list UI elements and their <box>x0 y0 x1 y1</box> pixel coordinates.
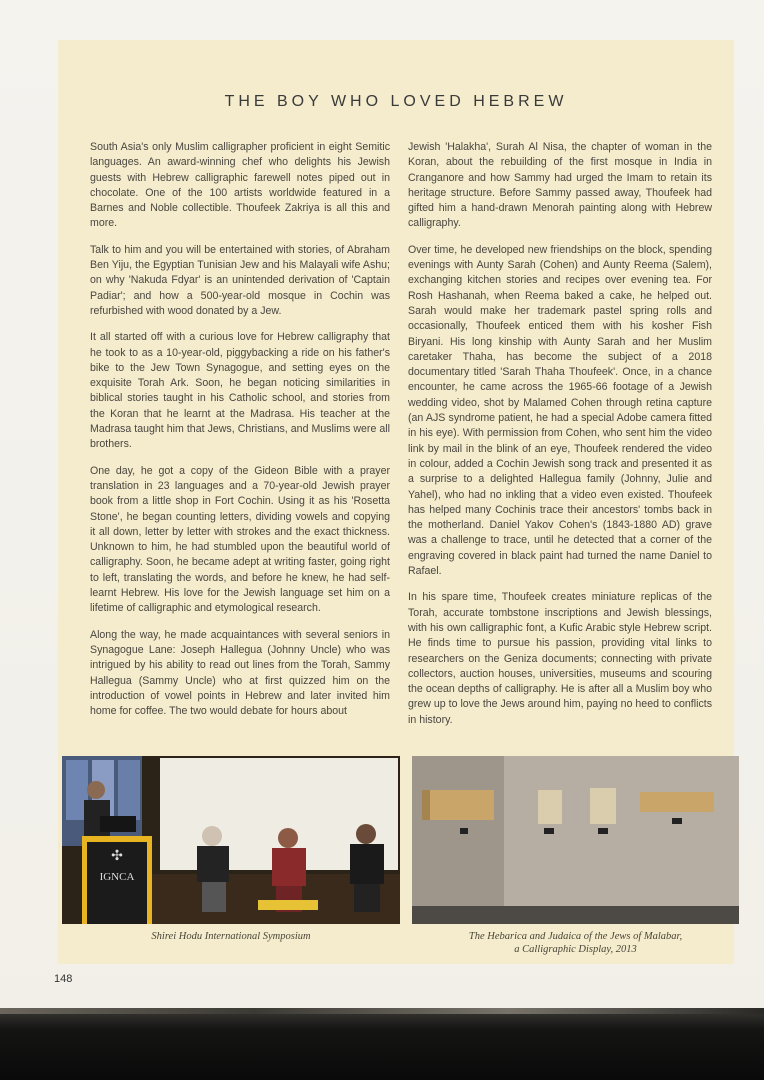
article-title: THE BOY WHO LOVED HEBREW <box>224 93 568 110</box>
scan-edge-strip <box>0 1008 764 1014</box>
paragraph: In his spare time, Thoufeek creates miniature replicas of the Torah, accurate tombstone inscriptions and Jewish blessings, with his own calligraphic font, a Kufic Arabic style Hebrew script. He finds time to pursue his passion, providing vital links to researchers on the Geniza documents; connecting with private collectors, auction houses, universities, museums and scouring the ocean depths of calligraphy. He is after all a Muslim boy who grew up to love the Jews around him, paying no heed to conflicts in history. <box>408 591 712 726</box>
svg-text:✣: ✣ <box>111 847 123 863</box>
caption-line: a Calligraphic Display, 2013 <box>514 944 637 955</box>
podium-label: IGNCA <box>99 871 135 883</box>
symposium-illustration <box>62 756 400 924</box>
caption-line: The Hebarica and Judaica of the Jews of Malabar, <box>468 931 683 942</box>
paragraph: One day, he got a copy of the Gideon Bible with a prayer translation in 23 languages and a 70-year-old Jewish prayer book from a little shop in Fort Cochin. Using it as his 'Rosetta Stone', he began counting letters, dividing vowels and copying it all down, letter by letter with strokes and the exact thickness. Unknown to him, he had stumbled upon the beautiful world of calligraphy. Soon, he became adept at writing faster, going right to left, translating the words, and before he knew, he had self-learnt Hebrew. His love for the Jewish language set him on a lifetime of calligraphic and etymological research. <box>90 464 390 615</box>
page-number: 148 <box>54 973 73 985</box>
left-column <box>90 140 390 730</box>
paragraph: Over time, he developed new friendships on the block, spending evenings with Aunty Sarah (Cohen) and Aunty Reema (Salem), exchanging kitchen stories and recipes over evening tea. For Rosh Hashanah, when Reema baked a cake, he helped out. Sarah would make her trademark pastel spring rolls and occasionally, Thoufeek enticed them with his kosher Fish Biryani. His long kinship with Aunty Sarah and her Muslim caretaker Thaha, has become the subject of a 2018 documentary titled 'Sarah Thaha Thoufeek'. Once, in a chance encounter, he came across the 1965-66 footage of a Jewish wedding video, shot by Malamed Cohen through retina capture (an AJS syndrome patient, he had a special Adobe camera fitted in his eye). With permission from Cohen, who sent him the video link by mail in the blink of an eye, Thoufeek rendered the video in colour, added a Cochin Jewish song track and presented it as a surprise to a delighted Hallegua family (Johnny, Julie and Yahel), who had no inkling that a video even existed. Thoufeek has helped many Cochinis trace their ancestors' tombs back in the motherland. Daniel Yakov Cohen's (1843-1880 AD) grave was a challenge to trace, until he detected that a corner of the engraving covered in black paint had turned the name Daniel to Rafael. <box>408 243 712 578</box>
scan-bottom-edge <box>0 1008 764 1080</box>
paragraph: South Asia's only Muslim calligrapher proficient in eight Semitic languages. An award-winning chef who delights his Jewish guests with Hebrew calligraphic farewell notes piped out in chocolate. One of the 100 artists worldwide featured in a Barnes and Noble collectible. Thoufeek Zakriya is all this and more. <box>90 141 390 230</box>
paragraph: Talk to him and you will be entertained with stories, of Abraham Ben Yiju, the Egyptian Tunisian Jew and his Malayali wife Ashu; on why 'Nakuda Fdyar' is an unintended derivation of 'Captain Padiar'; and how a 500-year-old mosque in Cochin was refurbished with wood donated by a Jew. <box>90 243 390 317</box>
paragraph: Along the way, he made acquaintances with several seniors in Synagogue Lane: Joseph Hallegua (Johnny Uncle) who was intrigued by his ability to read out lines from the Torah, Sammy Hallegua (Sammy Uncle) who at first quizzed him on the introduction of vowel points in Hebrew and later invited him home for coffee. The two would debate for hours about <box>90 628 390 718</box>
right-column <box>408 140 712 739</box>
symposium-photo <box>62 756 400 924</box>
paragraph: It all started off with a curious love for Hebrew calligraphy that he took to as a 10-year-old, piggybacking a ride on his father's bike to the Jew Town Synagogue, and setting eyes on the exquisite Torah Ark. Soon, he began noticing similarities in biblical stories taught in his Catholic school, and stories from the Koran that he learnt at the Madrasa. His teacher at the Madrasa taught him that Jews, Christians, and Muslims were all brothers. <box>90 331 390 451</box>
exhibition-photo <box>412 756 739 924</box>
exhibition-illustration <box>412 756 739 924</box>
left-photo-caption: Shirei Hodu International Symposium <box>151 931 311 942</box>
right-photo-caption <box>412 930 739 956</box>
paragraph: Jewish 'Halakha', Surah Al Nisa, the chapter of woman in the Koran, about the rebuilding of the first mosque in India in Cranganore and how Sammy had urged the Imam to retain its heritage structure. Before Sammy passed away, Thoufeek had gifted him a hand-drawn Menorah painting along with Hebrew calligraphy. <box>408 141 712 230</box>
